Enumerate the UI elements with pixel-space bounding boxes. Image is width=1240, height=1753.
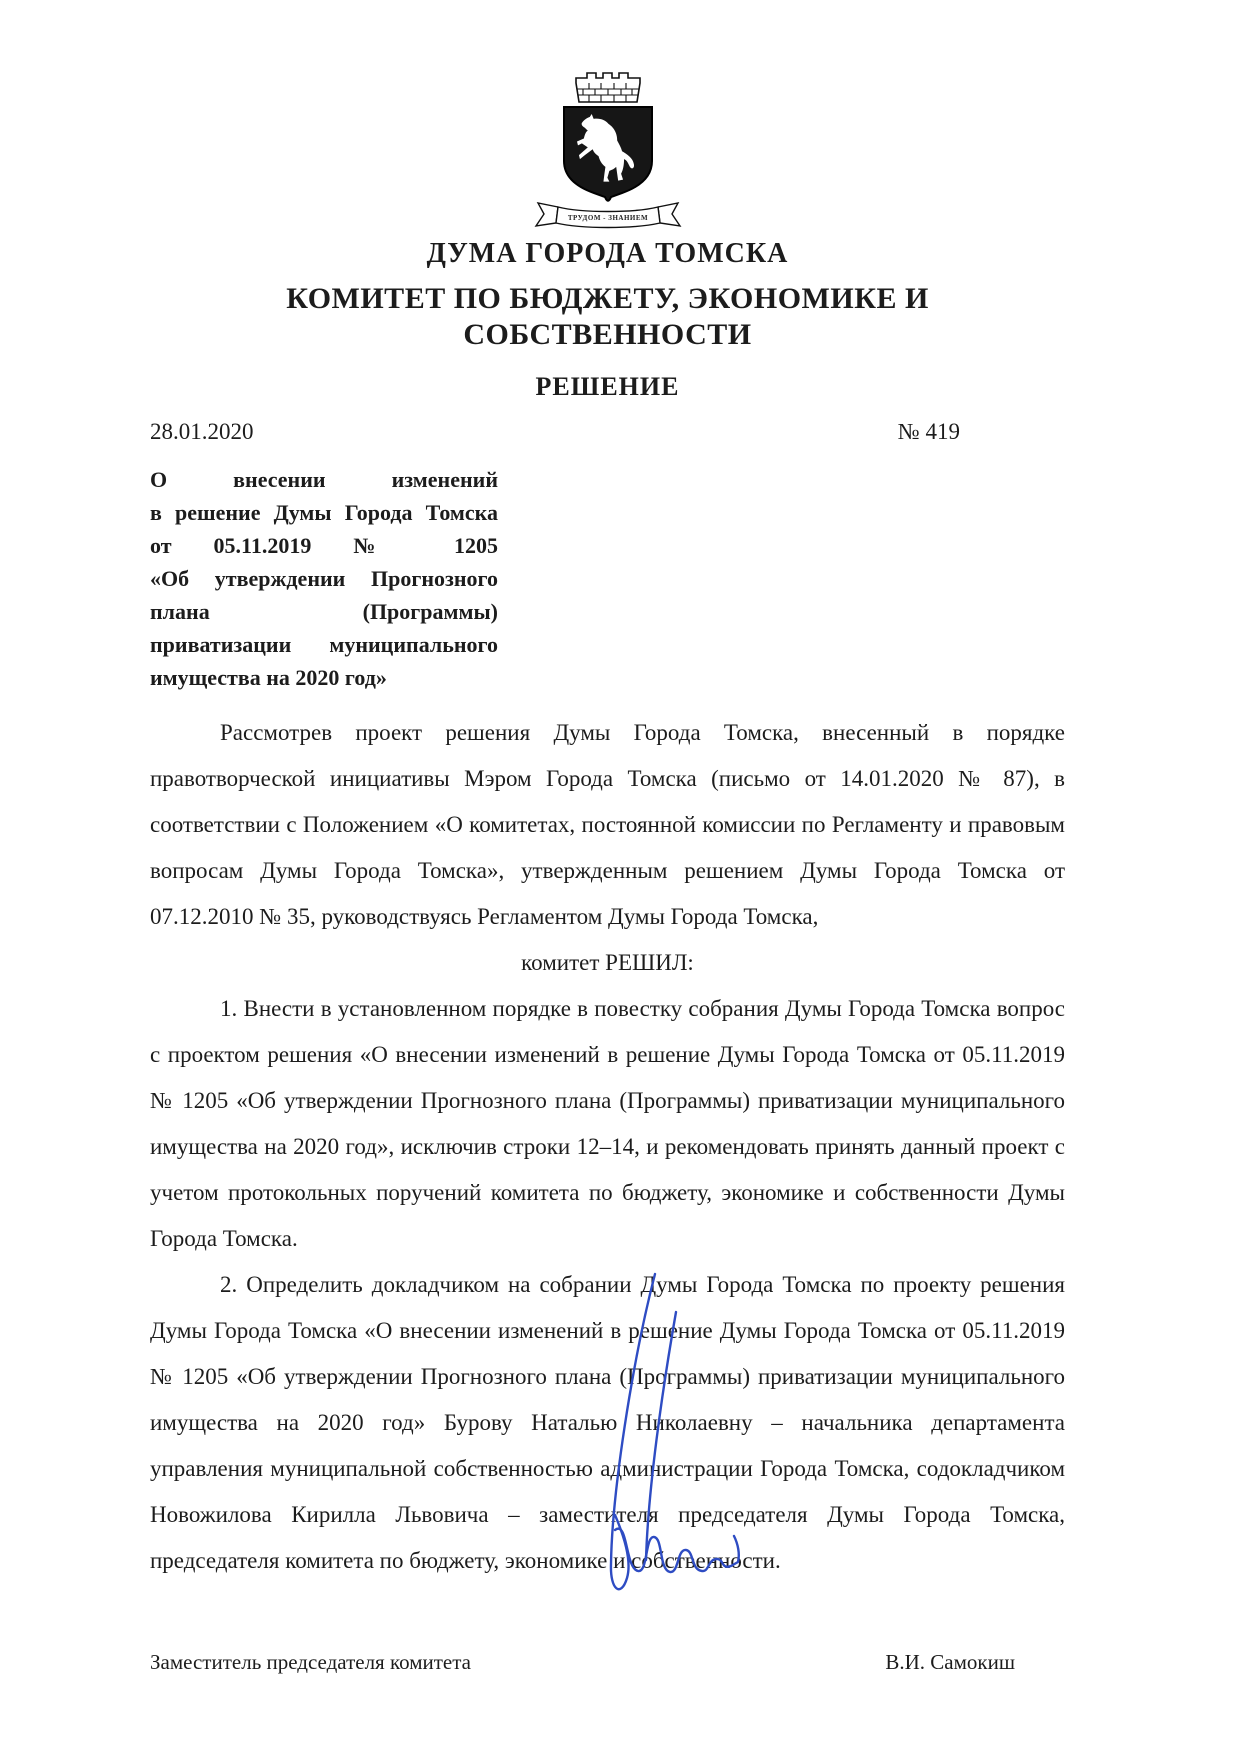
subject-line: «Об утверждении Прогнозного [150, 566, 498, 591]
shield-with-horse-icon [562, 105, 654, 205]
document-number: № 419 [897, 419, 960, 444]
preamble-paragraph: Рассмотрев проект решения Думы Города Томска, внесенный в порядке правотворческой инициативы Мэром Города Томска (письмо от 14.01.2020 № 87), в соответствии с Положением «О комитетах, постоянной комиссии по Регламенту и правовым вопросам Думы Города Томска», утвержденным решением Думы Города Томска от 07.12.2010 № 35, руководствуясь Регламентом Думы Города Томска, [150, 720, 1065, 929]
coat-of-arms [150, 70, 1065, 233]
organization-name: ДУМА ГОРОДА ТОМСКА [426, 238, 789, 269]
document-date: 28.01.2020 [150, 419, 254, 444]
document-type-title: РЕШЕНИЕ [535, 372, 680, 401]
date-number-row [150, 417, 1065, 447]
subject-line: плана (Программы) [150, 599, 498, 624]
resolution-heading: комитет РЕШИЛ: [521, 950, 694, 975]
motto-ribbon-icon [532, 199, 684, 233]
motto-text: ТРУДОМ - ЗНАНИЕМ [567, 214, 648, 222]
resolution-item-1: 1. Внести в установленном порядке в повестку собрания Думы Города Томска вопрос с проектом решения «О внесении изменений в решение Думы Города Томска от 05.11.2019 № 1205 «Об утверждении Прогнозного плана (Программы) приватизации муниципального имущества на 2020 год», исключив строки 12–14, и рекомендовать принять данный проект с учетом протокольных поручений комитета по бюджету, экономике и собственности Думы Города Томска. [150, 996, 1065, 1251]
subject-line: О внесении изменений [150, 467, 498, 492]
subject-line: имущества на 2020 год» [150, 665, 387, 690]
subject-block [150, 463, 498, 694]
resolution-item-2: 2. Определить докладчиком на собрании Думы Города Томска по проекту решения Думы Города Томска «О внесении изменений в решение Думы Города Томска от 05.11.2019 № 1205 «Об утверждении Прогнозного плана (Программы) приватизации муниципального имущества на 2020 год» Бурову Наталью Николаевну – начальника департамента управления муниципальной собственностью администрации Города Томска, содокладчиком Новожилова Кирилла Львовича – заместителя председателя Думы Города Томска, председателя комитета по бюджету, экономике и собственности. [150, 1272, 1065, 1573]
subject-line: в решение Думы Города Томска [150, 500, 498, 525]
subject-line: от 05.11.2019 № 1205 [150, 533, 498, 558]
signer-name: В.И. Самокиш [885, 1650, 1015, 1674]
signature-row [150, 1648, 1065, 1676]
committee-name: КОМИТЕТ ПО БЮДЖЕТУ, ЭКОНОМИКЕ И СОБСТВЕННОСТИ [286, 282, 929, 351]
mural-crown-icon [571, 70, 645, 104]
signer-position: Заместитель председателя комитета [150, 1650, 471, 1674]
subject-line: приватизации муниципального [150, 632, 498, 657]
